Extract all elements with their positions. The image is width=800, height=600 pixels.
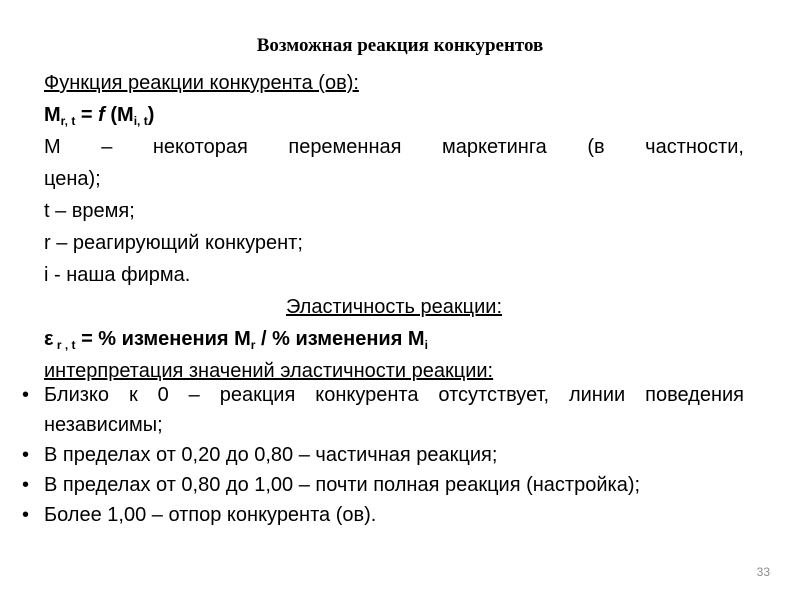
list-item-text: В пределах от 0,80 до 1,00 – почти полная реакция (настройка); — [44, 474, 641, 496]
formula-sub2: i, t — [133, 114, 148, 128]
interpretation-list — [22, 380, 744, 530]
list-item — [22, 470, 744, 500]
definition-m-word: частности, — [645, 136, 744, 158]
list-item-text: В пределах от 0,20 до 0,80 – частичная реакция; — [44, 444, 498, 466]
list-item-text: Более 1,00 – отпор конкурента (ов). — [44, 504, 377, 526]
elasticity-part2: / % изменения M — [255, 328, 425, 350]
page-number: 33 — [756, 565, 770, 579]
elasticity-part1: = % изменения M — [75, 328, 251, 350]
elasticity-eps: ε — [44, 328, 54, 350]
list-item-text: Близко к 0 – реакция конкурента отсутствует, линии поведения независимы; — [44, 384, 744, 436]
bullet-icon: • — [22, 474, 30, 496]
definition-m-word: – — [101, 136, 113, 158]
reaction-formula — [44, 102, 744, 128]
formula-close: ) — [147, 104, 155, 126]
elasticity-heading: Эластичность реакции: — [285, 296, 503, 318]
definition-r: r – реагирующий конкурент; — [44, 232, 303, 254]
formula-m1: M — [44, 104, 61, 126]
bullet-icon: • — [22, 444, 30, 466]
reaction-function-heading: Функция реакции конкурента (ов): — [44, 72, 359, 94]
definition-m-line1 — [44, 134, 744, 160]
elasticity-sub-eps: r , t — [53, 338, 76, 352]
formula-sub1: r, t — [60, 114, 76, 128]
list-item — [22, 440, 744, 470]
elasticity-formula — [44, 326, 744, 352]
interpretation-heading: интерпретация значений эластичности реакции: — [44, 360, 494, 382]
definition-m-line2: цена); — [44, 168, 101, 190]
definition-m-word: (в — [587, 136, 605, 158]
definition-m-word: некоторая — [152, 136, 248, 158]
bullet-icon: • — [22, 504, 30, 526]
formula-f: f — [98, 104, 105, 126]
slide-body — [44, 70, 744, 390]
definition-t: t – время; — [44, 200, 135, 222]
list-item — [22, 380, 744, 440]
bullet-icon: • — [22, 384, 30, 406]
definition-m-symbol: M — [44, 136, 61, 158]
definition-m-word: переменная — [288, 136, 402, 158]
formula-mid: = — [75, 104, 99, 126]
definition-m-word: маркетинга — [442, 136, 547, 158]
slide-title: Возможная реакция конкурентов — [256, 35, 544, 56]
list-item — [22, 500, 744, 530]
definition-i: i - наша фирма. — [44, 264, 191, 286]
formula-open: (M — [104, 104, 134, 126]
elasticity-sub-r: r — [250, 338, 256, 352]
elasticity-sub-i: i — [424, 338, 428, 352]
